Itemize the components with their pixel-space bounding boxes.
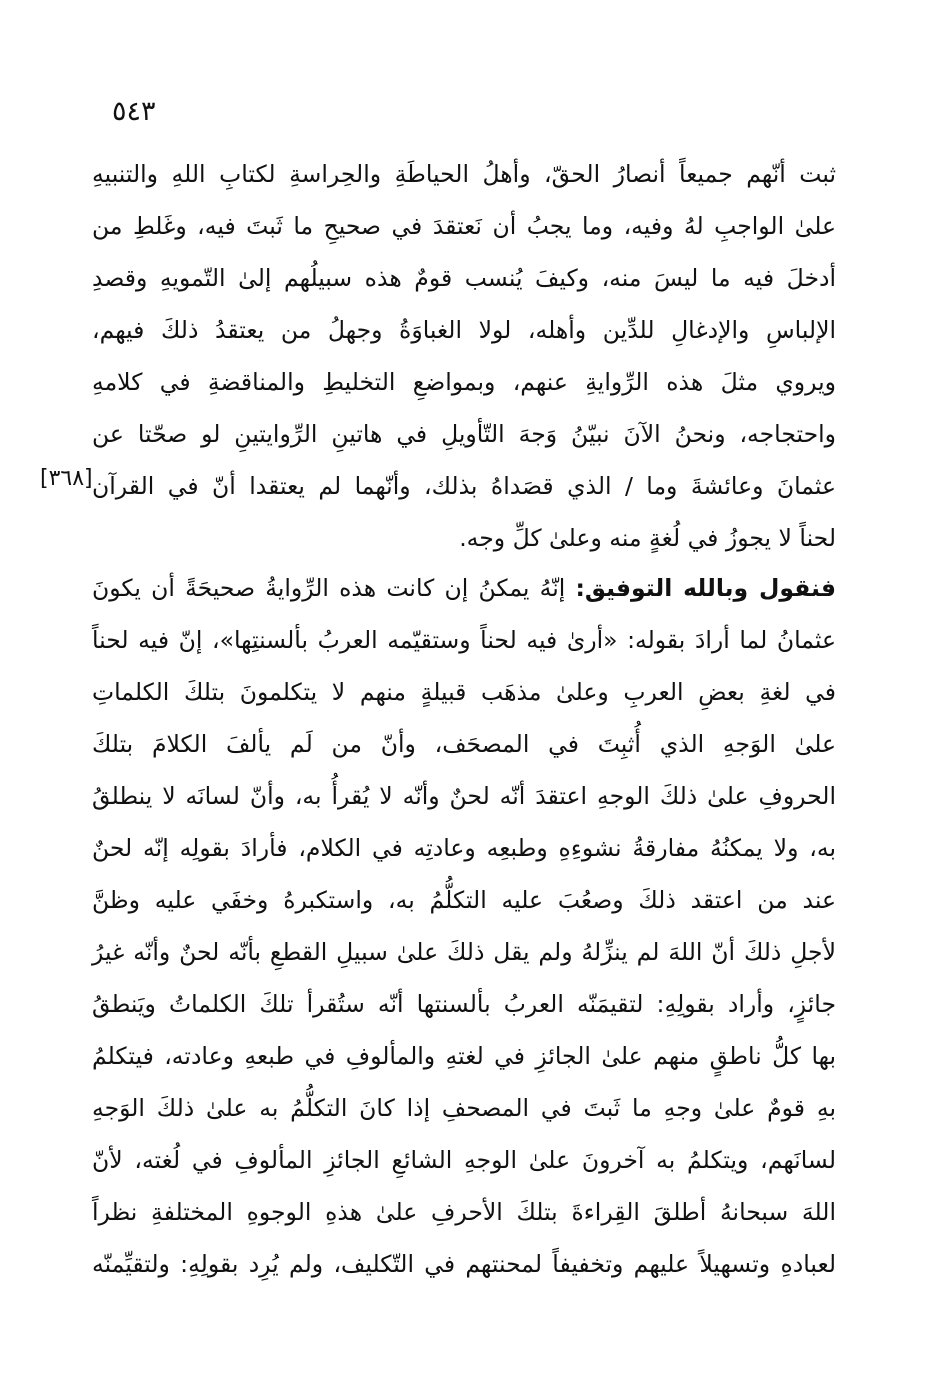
page-number: ٥٤٣ xyxy=(112,96,156,127)
text-line: في لغةِ بعضِ العربِ وعلىٰ مذهَب قبيلةٍ منهم لا يتكلمونَ بتلكَ الكلماتِ xyxy=(92,678,836,706)
text-line: لأجلِ ذلكَ أنّ اللهَ لم ينزِّلهُ ولم يقل ذلكَ علىٰ سبيلِ القطعِ بأنّه لحنٌ وأنّه غيرُ xyxy=(92,938,836,966)
paragraph-first-line-rest: إنّهُ يمكنُ إن كانت هذه الرِّوايةُ صحيحَةً أن يكونَ xyxy=(92,574,576,602)
text-line: بها كلُّ ناطقٍ منهم علىٰ الجائزِ في لغتهِ والمألوفِ في طبعهِ وعادته، فيتكلمُ xyxy=(92,1042,836,1070)
text-line: واحتجاجه، ونحنُ الآنَ نبيّنُ وَجهَ التّأويلِ في هاتينِ الرِّوايتينِ لو صحّتا عن xyxy=(92,420,836,448)
text-line: علىٰ الواجبِ لهُ وفيه، وما يجبُ أن نَعتقدَ في صحيحِ ما ثَبتَ فيه، وغَلطِ من xyxy=(92,212,836,240)
text-line: به، ولا يمكنُهُ مفارقةُ نشوءِهِ وطبعِه وعادتِه في الكلام، فأرادَ بقولِه إنّه لحنٌ xyxy=(92,834,836,862)
text-line: بهِ قومٌ علىٰ وجهِ ما ثَبتَ في المصحفِ إذا كانَ التكلُّمُ به علىٰ ذلكَ الوَجهِ xyxy=(92,1094,836,1122)
text-line: أدخلَ فيه ما ليسَ منه، وكيفَ يُنسب قومٌ هذه سبيلُهم إلىٰ التّمويهِ وقصدِ xyxy=(92,264,836,292)
text-line: الإلباسِ والإدغالِ للدِّين وأهله، لولا الغباوَةُ وجهلُ من يعتقدُ ذلكَ فيهم، xyxy=(92,316,836,344)
text-line: لعبادهِ وتسهيلاً عليهم وتخفيفاً لمحنتهم في التّكليف، ولم يُرِد بقولِهِ: ولتقيِّمنّه xyxy=(92,1250,836,1278)
text-line: عند من اعتقد ذلكَ وصعُبَ عليه التكلُّمُ به، واستكبرهُ وخفَي عليه وظنَّ xyxy=(92,886,836,914)
text-line: ويروي مثلَ هذه الرِّوايةِ عنهم، وبمواضعِ التخليطِ والمناقضةِ في كلامهِ xyxy=(92,368,836,396)
text-line: ثبت أنّهم جميعاً أنصارُ الحقّ، وأهلُ الحياطَةِ والحِراسةِ لكتابِ اللهِ والتنبيهِ xyxy=(92,160,836,188)
text-line: علىٰ الوَجهِ الذي أُثبِتَ في المصحَف، وأنّ من لَم يألفَ الكلامَ بتلكَ xyxy=(92,730,836,758)
paragraph-lead: فنقول وبالله التوفيق: xyxy=(575,574,837,602)
text-line: اللهَ سبحانهُ أطلقَ القِراءةَ بتلكَ الأحرفِ علىٰ هذهِ الوجوهِ المختلفةِ نظراً xyxy=(92,1198,836,1226)
text-line: جائزٍ، وأراد بقولِهِ: لتقيمَنّه العربُ بألسنتها أنّه ستُقرأ تلكَ الكلماتُ ويَنطقُ xyxy=(92,990,836,1018)
text-line: الحروفِ علىٰ ذلكَ الوجهِ اعتقدَ أنّه لحنٌ وأنّه لا يُقرأُ به، وأنّ لسانَه لا ينطلقُ xyxy=(92,782,836,810)
paragraph-2 xyxy=(92,562,836,1290)
margin-reference: [٣٦٨] xyxy=(40,466,93,491)
text-line: لحناً لا يجوزُ في لُغةٍ منه وعلىٰ كلِّ وجه. xyxy=(459,524,836,552)
text-line: عثمانُ لما أرادَ بقوله: «أرىٰ فيه لحناً وستقيّمه العربُ بألسنتِها»، إنّ فيه لحناً xyxy=(92,626,836,654)
text-line: لسانَهم، ويتكلمُ به آخرونَ علىٰ الوجهِ الشائعِ الجائزِ المألوفِ في لُغته، لأنّ xyxy=(92,1146,836,1174)
text-line: عثمانَ وعائشةَ وما / الذي قصَداهُ بذلك، وأنّهما لم يعتقدا أنّ في القرآن xyxy=(92,472,836,500)
paragraph-1 xyxy=(92,148,836,564)
text-line-first xyxy=(92,562,836,614)
